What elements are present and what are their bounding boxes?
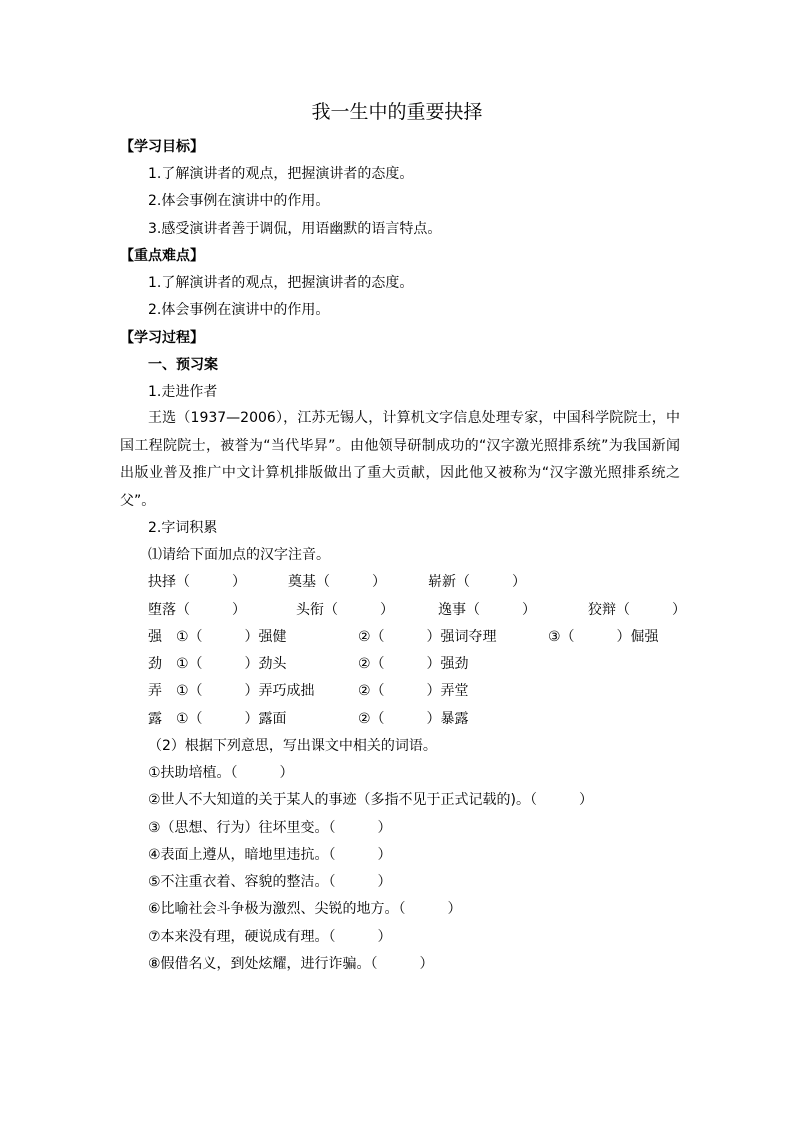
author-paragraph: 王选（1937—2006），江苏无锡人，计算机文字信息处理专家，中国科学院院士，中国工程院院士，被誉为“当代毕昇”。由他领导研制成功的“汉字激光照排系统”为我国新闻出版业普及推广中文计算机排版做出了重大贡献，因此他又被称为“汉字激光照排系统之父”。 bbox=[120, 410, 680, 509]
word-definition-item: ⑧假借名义，到处炫耀，进行诈骗。（ ） bbox=[148, 956, 434, 972]
pinyin-blank: 头衔（ ） bbox=[296, 602, 394, 618]
word-definition-item: ①扶助培植。（ ） bbox=[148, 765, 294, 781]
pinyin-blank: 抉择（ ） bbox=[148, 574, 246, 590]
pinyin-blank: 堕落（ ） bbox=[148, 602, 246, 618]
words-prompt: （2）根据下列意思，写出课文中相关的词语。 bbox=[148, 738, 437, 754]
pinyin-blank: 崭新（ ） bbox=[428, 574, 526, 590]
word-definition-item: ③（思想、行为）往坏里变。（ ） bbox=[148, 820, 392, 836]
vocab-header: 2.字词积累 bbox=[148, 520, 218, 536]
keypoint-item: 2.体会事例在演讲中的作用。 bbox=[148, 302, 330, 318]
poly-reading: ①（ ）弄巧成拙 bbox=[176, 683, 315, 699]
document-title: 我一生中的重要抉择 bbox=[311, 101, 483, 123]
pinyin-blank: 逸事（ ） bbox=[438, 602, 536, 618]
process-header: 【学习过程】 bbox=[120, 330, 204, 346]
poly-char: 劲 bbox=[148, 656, 162, 672]
poly-char: 强 bbox=[148, 629, 162, 645]
poly-reading: ①（ ）强健 bbox=[176, 629, 287, 645]
keypoints-header: 【重点难点】 bbox=[120, 248, 204, 264]
poly-char: 露 bbox=[148, 711, 162, 727]
pinyin-blank: 奠基（ ） bbox=[288, 574, 386, 590]
keypoint-item: 1.了解演讲者的观点，把握演讲者的态度。 bbox=[148, 275, 414, 291]
poly-reading: ②（ ）弄堂 bbox=[358, 683, 469, 699]
pinyin-blank: 狡辩（ ） bbox=[588, 602, 686, 618]
poly-reading: ②（ ）暴露 bbox=[358, 711, 469, 727]
poly-reading: ②（ ）强劲 bbox=[358, 656, 469, 672]
word-definition-item: ⑥比喻社会斗争极为激烈、尖锐的地方。（ ） bbox=[148, 901, 462, 917]
word-definition-item: ⑦本来没有理，硬说成有理。（ ） bbox=[148, 929, 392, 945]
objectives-header: 【学习目标】 bbox=[120, 139, 204, 155]
poly-reading: ①（ ）露面 bbox=[176, 711, 287, 727]
objective-item: 3.感受演讲者善于调侃，用语幽默的语言特点。 bbox=[148, 221, 442, 237]
objective-item: 1.了解演讲者的观点，把握演讲者的态度。 bbox=[148, 166, 414, 182]
poly-char: 弄 bbox=[148, 683, 162, 699]
objective-item: 2.体会事例在演讲中的作用。 bbox=[148, 193, 330, 209]
word-definition-item: ⑤不注重衣着、容貌的整洁。（ ） bbox=[148, 874, 392, 890]
word-definition-item: ④表面上遵从，暗地里违抗。（ ） bbox=[148, 847, 392, 863]
word-definition-item: ②世人不大知道的关于某人的事迹（多指不见于正式记载的)。（ ） bbox=[148, 792, 594, 808]
pinyin-prompt: ⑴请给下面加点的汉字注音。 bbox=[148, 547, 330, 563]
poly-reading: ①（ ）劲头 bbox=[176, 656, 287, 672]
preview-header: 一、预习案 bbox=[148, 357, 218, 373]
author-header: 1.走进作者 bbox=[148, 384, 218, 400]
poly-reading: ②（ ）强词夺理 bbox=[358, 629, 497, 645]
poly-reading: ③（ ）倔强 bbox=[548, 629, 659, 645]
